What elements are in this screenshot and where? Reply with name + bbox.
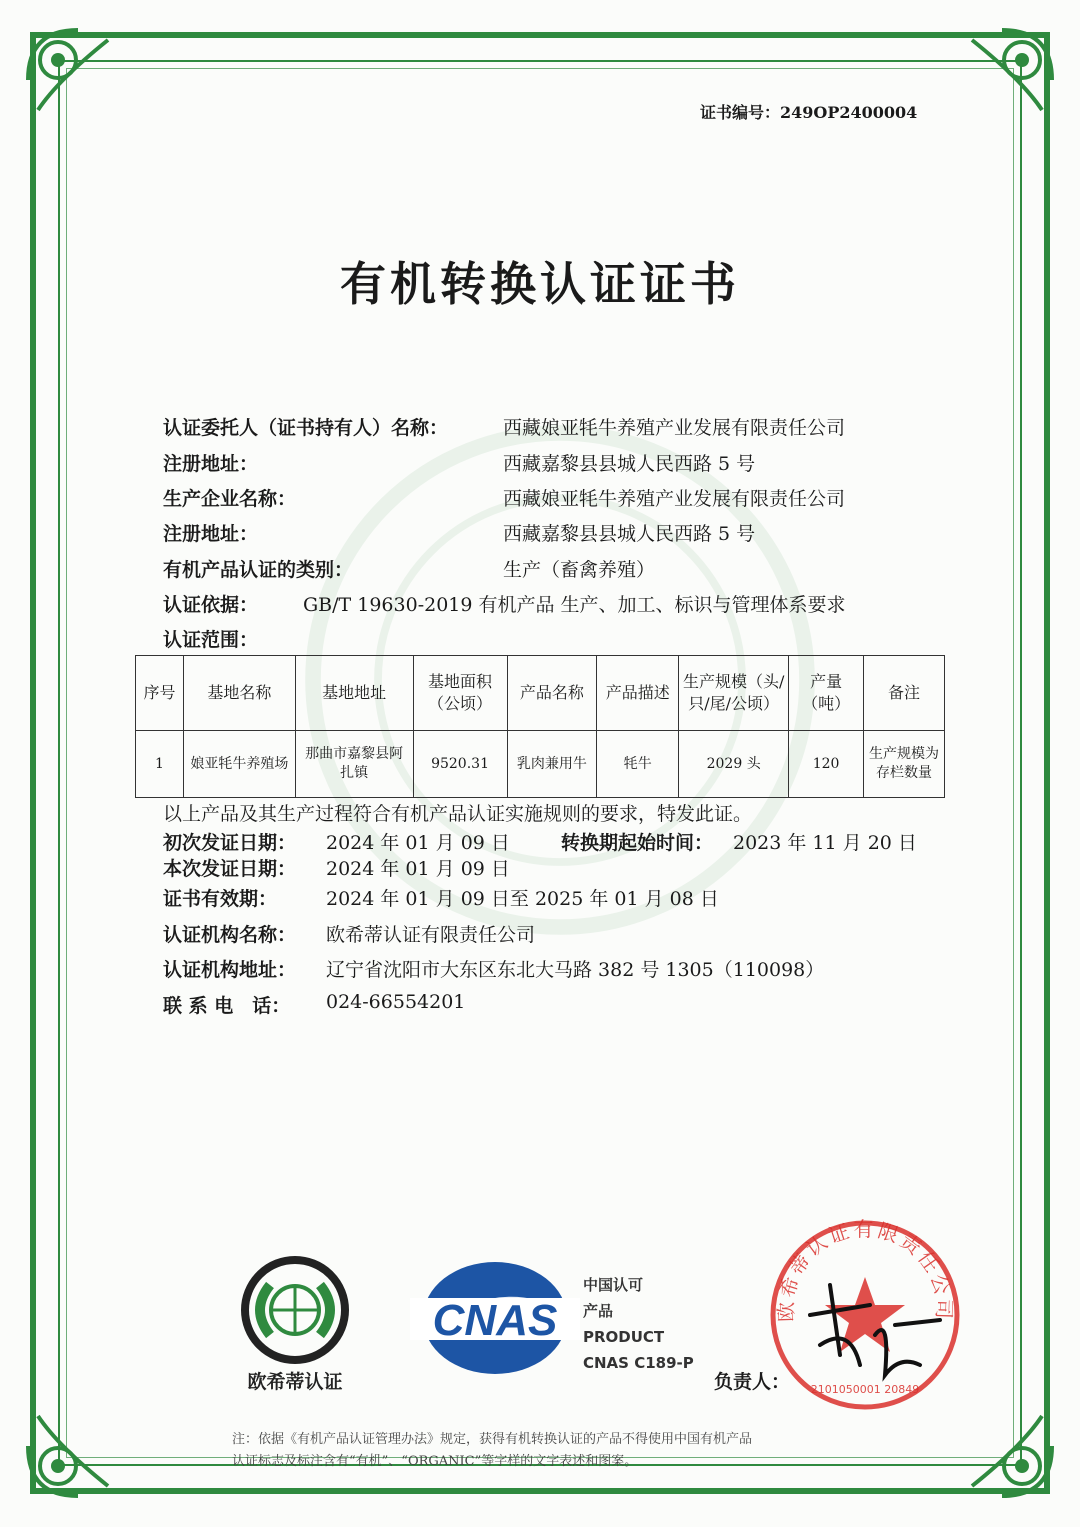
svg-text:欧希蒂认证有限责任公司: 欧希蒂认证有限责任公司: [773, 1217, 957, 1323]
validity-row: 证书有效期： 2024 年 01 月 09 日至 2025 年 01 月 08 日: [163, 884, 277, 911]
responsible-person-label: 负责人：: [714, 1371, 791, 1393]
first-issue-row: 初次发证日期： 2024 年 01 月 09 日 转换期起始时间： 2023 年 11 月 20 日: [163, 828, 296, 855]
holder-value: 西藏娘亚牦牛养殖产业发展有限责任公司: [503, 417, 846, 439]
reg-address-row-2: 注册地址： 西藏嘉黎县县城人民西路 5 号: [163, 519, 258, 546]
corner-ornament-top-right: [942, 20, 1062, 140]
table-header: 基地地址: [295, 656, 413, 731]
reg-address-value-1: 西藏嘉黎县县城人民西路 5 号: [503, 453, 756, 475]
table-cell: 1: [136, 731, 184, 798]
body-phone-value: 024-66554201: [326, 991, 466, 1013]
body-name-row: 认证机构名称： 欧希蒂认证有限责任公司: [163, 920, 296, 947]
conversion-start-value: 2023 年 11 月 20 日: [733, 832, 917, 854]
table-cell: 乳肉兼用牛: [507, 731, 597, 798]
category-row: 有机产品认证的类别： 生产（畜禽养殖）: [163, 555, 353, 582]
table-header: 产品名称: [507, 656, 597, 731]
table-cell: 9520.31: [413, 731, 507, 798]
body-phone-row: 联 系 电 话： 024-66554201: [163, 991, 466, 1017]
certificate-title: 有机转换认证证书: [340, 257, 740, 311]
basis-value: GB/T 19630-2019 有机产品 生产、加工、标识与管理体系要求: [303, 594, 846, 616]
svg-text:2101050001 20849: 2101050001 20849: [810, 1383, 920, 1396]
body-name-value: 欧希蒂认证有限责任公司: [326, 924, 536, 946]
compliance-statement: 以上产品及其生产过程符合有机产品认证实施规则的要求，特发此证。: [163, 803, 753, 825]
cnas-caption: 中国认可 产品 PRODUCT CNAS C189-P: [583, 1276, 694, 1372]
footer-note: 注：依据《有机产品认证管理办法》规定，获得有机转换认证的产品不得使用中国有机产品 认证标志及标注含有“有机”、“ORGANIC”等字样的文字表述和图案。: [232, 1432, 753, 1469]
corner-ornament-top-left: [18, 20, 138, 140]
table-cell: 120: [789, 731, 864, 798]
table-cell: 牦牛: [597, 731, 679, 798]
table-header: 基地名称: [183, 656, 295, 731]
scope-row: 认证范围：: [163, 629, 259, 651]
table-header: 产量（吨）: [789, 656, 864, 731]
table-header: 产品描述: [597, 656, 679, 731]
basis-row: 认证依据： GB/T 19630-2019 有机产品 生产、加工、标识与管理体系要求: [163, 590, 258, 617]
reg-address-value-2: 西藏嘉黎县县城人民西路 5 号: [503, 523, 756, 545]
table-row: [136, 731, 945, 798]
this-issue-value: 2024 年 01 月 09 日: [326, 858, 510, 880]
scope-table: [135, 655, 945, 798]
producer-value: 西藏娘亚牦牛养殖产业发展有限责任公司: [503, 488, 846, 510]
body-address-value: 辽宁省沈阳市大东区东北大马路 382 号 1305（110098）: [326, 959, 825, 981]
validity-value: 2024 年 01 月 09 日至 2025 年 01 月 08 日: [326, 888, 719, 910]
table-cell: 生产规模为存栏数量: [864, 731, 945, 798]
holder-row: 认证委托人（证书持有人）名称： 西藏娘亚牦牛养殖产业发展有限责任公司: [163, 413, 448, 440]
conversion-start-label: 转换期起始时间：: [561, 832, 714, 854]
certificate-number: 证书编号：249OP2400004: [700, 103, 918, 122]
ohd-certification-logo: [230, 1255, 360, 1395]
ohd-logo-caption: 欧希蒂认证: [247, 1371, 343, 1393]
handwritten-signature: [800, 1265, 950, 1395]
cnas-mark-text: CNAS: [432, 1296, 558, 1345]
cnas-logo-icon: [410, 1258, 580, 1378]
first-issue-value: 2024 年 01 月 09 日: [326, 832, 510, 854]
body-address-row: 认证机构地址： 辽宁省沈阳市大东区东北大马路 382 号 1305（110098）: [163, 955, 296, 982]
table-header: 备注: [864, 656, 945, 731]
reg-address-row-1: 注册地址： 西藏嘉黎县县城人民西路 5 号: [163, 449, 258, 476]
producer-row: 生产企业名称： 西藏娘亚牦牛养殖产业发展有限责任公司: [163, 484, 296, 511]
category-value: 生产（畜禽养殖）: [503, 559, 656, 581]
table-header: 序号: [136, 656, 184, 731]
table-cell: 娘亚牦牛养殖场: [183, 731, 295, 798]
table-cell: 2029 头: [679, 731, 789, 798]
table-header-row: [136, 656, 945, 731]
table-cell: 那曲市嘉黎县阿扎镇: [295, 731, 413, 798]
ohd-logo-icon: [230, 1255, 360, 1365]
this-issue-row: 本次发证日期： 2024 年 01 月 09 日: [163, 854, 296, 881]
table-header: 生产规模（头/只/尾/公顷）: [679, 656, 789, 731]
table-header: 基地面积（公顷）: [413, 656, 507, 731]
corner-ornament-bottom-left: [18, 1386, 138, 1506]
